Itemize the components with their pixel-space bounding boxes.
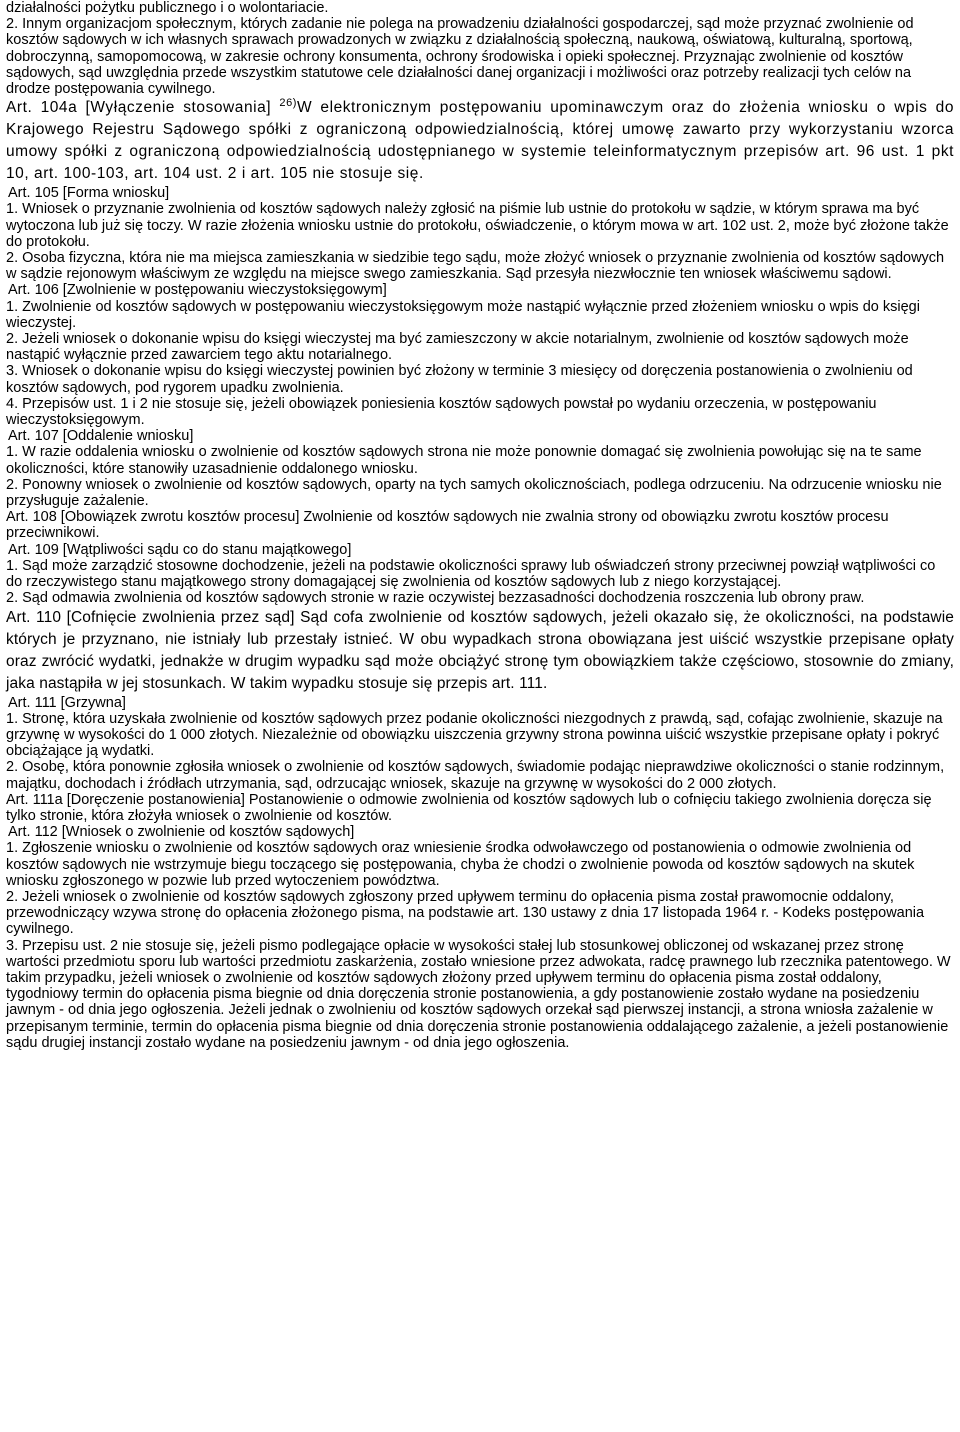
article-paragraph [6,97,954,185]
article-text: Sąd cofa zwolnienie od kosztów sądowych, jeżeli okazało się, że okoliczności, na podstawie których je przyznano, nie istniały lub przestały istnieć. W obu wypadkach strona obowiązana jest uiścić wszystkie przepisane opłaty oraz zwrócić wydatki, jednakże w drugim wypadku sąd może obciążyć stronę tym obowiązkiem także częściowo, stosownie do zmiany, jaka nastąpiła w jej stosunkach. W takim wypadku stosuje się przepis art. 111. [6,608,954,692]
article-text: Postanowienie o odmowie zwolnienia od kosztów sądowych lub o cofnięciu takiego zwolnienia doręcza się tylko stronie, która złożyła wniosek o zwolnienie od kosztów. [6,791,932,824]
paragraph: 1. Wniosek o przyznanie zwolnienia od kosztów sądowych należy zgłosić na piśmie lub ustnie do protokołu w sądzie, w którym sprawa ma być wytoczona lub już się toczy. W razie złożenia wniosku ustnie do protokołu, oświadczenie, o którym mowa w art. 102 ust. 2, może być złożone także do protokołu. [6,201,949,250]
paragraph: 2. Jeżeli wniosek o zwolnienie od kosztów sądowych zgłoszony przed upływem terminu do opłacenia pisma został prawomocnie oddalony, przewodniczący wzywa stronę do opłacenia złożonego pisma, na podstawie art. 130 ustawy z dnia 17 listopada 1964 r. - Kodeks postępowania cywilnego. [6,888,925,938]
footnote-marker: 26) [279,97,297,110]
article-title: Art. 111 [Grzywna] [8,694,126,711]
paragraph: 3. Wniosek o dokonanie wpisu do księgi wieczystej powinien być złożony w terminie 3 miesięcy od doręczenia postanowienia o zwolnieniu od kosztów sądowych, pod rygorem upadku zwolnienia. [6,363,913,396]
paragraph: 2. Innym organizacjom społecznym, których zadanie nie polega na prowadzeniu działalności gospodarczej, sąd może przyznać zwolnienie od kosztów sądowych w ich własnych sprawach prowadzonych w związku z działalnością społeczną, naukową, oświatową, kulturalną, sportową, dobroczynną, samopomocową, w zakresie ochrony konsumenta, ochrony środowiska i opieki społecznej. Przyznając zwolnienie od kosztów sądowych, sąd uwzględnia przede wszystkim statutowe cele działalności danej organizacji i możliwości oraz potrzeby realizacji tych celów na drodze postępowania cywilnego. [6,16,914,98]
paragraph: 1. Zwolnienie od kosztów sądowych w postępowaniu wieczystoksięgowym może nastąpić wyłącznie przed złożeniem wniosku o wpis do księgi wieczystej. [6,298,920,331]
paragraph: 1. Stronę, która uzyskała zwolnienie od kosztów sądowych przez podanie okoliczności niezgodnych z prawdą, sąd, cofając zwolnienie, skazuje na grzywnę w wysokości do 1 000 złotych. Niezależnie od obowiązku uiszczenia grzywny strona powinna uiścić wszystkie przepisane opłaty i pokryć obciążające ją wydatki. [6,710,943,760]
article-heading [6,428,954,444]
article-title: Art. 110 [Cofnięcie zwolnienia przez sąd] [6,608,295,626]
article-text: Zwolnienie od kosztów sądowych nie zwalnia strony od obowiązku zwrotu kosztów procesu przeciwnikowi. [6,509,889,542]
article-title: Art. 106 [Zwolnienie w postępowaniu wieczystoksięgowym] [8,282,387,299]
article-title: Art. 111a [Doręczenie postanowienia] [6,791,245,808]
article-paragraph [6,792,954,824]
article-heading [6,824,954,840]
article-heading [6,695,954,711]
article-title: Art. 105 [Forma wniosku] [8,185,170,202]
article-title: Art. 104a [Wyłączenie stosowania] [6,99,272,117]
article-text: W elektronicznym postępowaniu upominawczym oraz do złożenia wniosku o wpis do Krajowego Rejestru Sądowego spółki z ograniczoną odpowiedzialnością, której umowę zawarto przy wykorzystaniu wzorca umowy spółki z ograniczoną odpowiedzialnością udostępnianego w systemie teleinformatycznym przepisów art. 96 ust. 1 pkt 10, art. 100-103, art. 104 ust. 2 i art. 105 nie stosuje się. [6,99,954,183]
paragraph: 2. Osobę, która ponownie zgłosiła wniosek o zwolnienie od kosztów sądowych, świadomie podając nieprawdziwe okoliczności o stanie rodzinnym, majątku, dochodach i źródłach utrzymania, sąd, odrzucając wniosek, skazuje na grzywnę w wysokości do 2 000 złotych. [6,759,945,792]
article-title: Art. 107 [Oddalenie wniosku] [8,428,194,445]
paragraph: 1. W razie oddalenia wniosku o zwolnienie od kosztów sądowych strona nie może ponownie domagać się zwolnienia powołując się na te same okoliczności, które stanowiły uzasadnienie oddalonego wniosku. [6,444,922,477]
paragraph: 2. Osoba fizyczna, która nie ma miejsca zamieszkania w siedzibie tego sądu, może złożyć wniosek o przyznanie zwolnienia od kosztów sądowych w sądzie rejonowym właściwym ze względu na miejsce swego zamieszkania. Sąd przesyła niezwłocznie ten wniosek właściwemu sądowi. [6,250,945,283]
article-heading [6,185,954,201]
paragraph: 2. Ponowny wniosek o zwolnienie od kosztów sądowych, oparty na tych samych okolicznościach, podlega odrzuceniu. Na odrzucenie wniosku nie przysługuje zażalenie. [6,476,942,510]
paragraph: 2. Sąd odmawia zwolnienia od kosztów sądowych stronie w razie oczywistej bezzasadności dochodzenia roszczenia lub obrony praw. [6,590,865,607]
article-paragraph [6,607,954,695]
article-heading [6,282,954,298]
article-heading [6,542,954,558]
article-title: Art. 112 [Wniosek o zwolnienie od kosztów sądowych] [8,824,355,841]
paragraph: 4. Przepisów ust. 1 i 2 nie stosuje się, jeżeli obowiązek poniesienia kosztów sądowych powstał po wydaniu orzeczenia, w postępowaniu wieczystoksięgowym. [6,395,877,429]
paragraph: działalności pożytku publicznego i o wolontariacie. [6,0,329,16]
article-paragraph [6,509,954,541]
paragraph: 3. Przepisu ust. 2 nie stosuje się, jeżeli pismo podlegające opłacie w wysokości stałej lub stosunkowej obliczonej od wskazanej przez stronę wartości przedmiotu sporu lub wartości przedmiotu zaskarżenia, zostało wniesione przez adwokata, radcę prawnego lub rzecznika patentowego. W takim przypadku, jeżeli wniosek o zwolnienie od kosztów sądowych złożony przed upływem terminu do opłacenia pisma został oddalony, tygodniowy termin do opłacenia pisma biegnie od dnia doręczenia stronie postanowienia, a gdy postanowienie zostało wydane na posiedzeniu jawnym - od dnia jego ogłoszenia. Jeżeli jednak o zwolnieniu od kosztów sądowych orzekał sąd pierwszej instancji, a strona wniosła zażalenie w przepisanym terminie, termin do opłacenia pisma biegnie od dnia doręczenia stronie postanowienia oddalającego zażalenie, a jeżeli postanowienie sądu drugiej instancji zostało wydane na posiedzeniu jawnym - od dnia jego ogłoszenia. [6,937,951,1051]
article-title: Art. 109 [Wątpliwości sądu co do stanu majątkowego] [8,541,352,558]
article-title: Art. 108 [Obowiązek zwrotu kosztów procesu] [6,509,300,526]
paragraph: 2. Jeżeli wniosek o dokonanie wpisu do księgi wieczystej ma być zamieszczony w akcie notarialnym, zwolnienie od kosztów sądowych może nastąpić wyłącznie przed zawarciem tego aktu notarialnego. [6,331,909,364]
paragraph: 1. Zgłoszenie wniosku o zwolnienie od kosztów sądowych oraz wniesienie środka odwoławczego od postanowienia o odmowie zwolnienia od kosztów sądowych nie wstrzymuje biegu toczącego się postępowania, chyba że chodzi o zwolnienie powoda od kosztów sądowych na skutek wniosku zgłoszonego w pozwie lub przed wytoczeniem powództwa. [6,840,915,889]
paragraph: 1. Sąd może zarządzić stosowne dochodzenie, jeżeli na podstawie okoliczności sprawy lub oświadczeń strony przeciwnej powziął wątpliwości co do rzeczywistego stanu majątkowego strony domagającej się zwolnienia od kosztów sądowych lub z niego korzystającej. [6,557,936,591]
